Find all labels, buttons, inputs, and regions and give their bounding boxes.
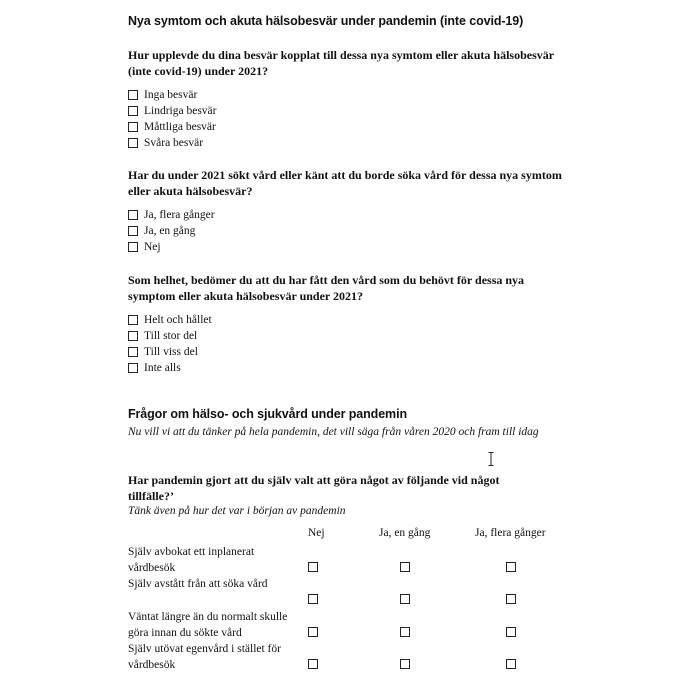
checkbox[interactable] xyxy=(128,122,138,132)
checkbox-ja-flera-ganger[interactable] xyxy=(506,627,515,636)
checkbox[interactable] xyxy=(128,331,138,341)
checkbox-nej[interactable] xyxy=(308,627,317,636)
option-svara-besvar[interactable]: Svåra besvär xyxy=(128,135,217,151)
checkbox[interactable] xyxy=(128,210,138,220)
column-header-ja-flera-ganger: Ja, flera gånger xyxy=(475,527,546,539)
checkbox-ja-en-gang[interactable] xyxy=(400,627,409,636)
checkbox-ja-en-gang[interactable] xyxy=(400,659,409,668)
column-header-nej: Nej xyxy=(308,527,325,539)
checkbox-nej[interactable] xyxy=(308,659,317,668)
option-till-stor-del[interactable]: Till stor del xyxy=(128,328,212,344)
checkbox-ja-flera-ganger[interactable] xyxy=(506,562,515,571)
option-lindriga-besvar[interactable]: Lindriga besvär xyxy=(128,103,217,119)
column-header-ja-en-gang: Ja, en gång xyxy=(379,527,431,539)
question-pandemic-choices: Har pandemin gjort att du själv valt att göra något av följande vid något tillfälle?’ xyxy=(128,473,500,503)
checkbox-nej[interactable] xyxy=(308,562,317,571)
checkbox-nej[interactable] xyxy=(308,594,317,603)
checkbox[interactable] xyxy=(128,138,138,148)
option-ja-flera-ganger[interactable]: Ja, flera gånger xyxy=(128,207,215,223)
question-experience: Hur upplevde du dina besvär kopplat till dessa nya symtom eller akuta hälsobesvär (inte covid-19) under 2021? xyxy=(128,48,554,78)
question-sought-care: Har du under 2021 sökt vård eller känt att du borde söka vård för dessa nya symtom eller akuta hälsobesvär? xyxy=(128,168,562,198)
option-nej[interactable]: Nej xyxy=(128,239,215,255)
options-sought-care xyxy=(128,207,215,255)
option-till-viss-del[interactable]: Till viss del xyxy=(128,344,212,360)
option-inte-alls[interactable]: Inte alls xyxy=(128,360,212,376)
row-label: Väntat längre än du normalt skulle göra innan du sökte vård xyxy=(128,611,288,639)
checkbox[interactable] xyxy=(128,242,138,252)
option-ja-en-gang[interactable]: Ja, en gång xyxy=(128,223,215,239)
option-inga-besvar[interactable]: Inga besvär xyxy=(128,87,217,103)
table-row xyxy=(128,609,558,641)
checkbox[interactable] xyxy=(128,226,138,236)
table-row xyxy=(128,576,558,608)
options-experience xyxy=(128,87,217,151)
section-title-new-symptoms: Nya symtom och akuta hälsobesvär under pandemin (inte covid-19) xyxy=(128,14,524,28)
checkbox[interactable] xyxy=(128,315,138,325)
question-received-care: Som helhet, bedömer du att du har fått den vård som du behövt för dessa nya symptom eller akuta hälsobesvär under 2021? xyxy=(128,273,525,303)
text-cursor-icon xyxy=(488,452,494,466)
table-row xyxy=(128,544,558,576)
checkbox-ja-flera-ganger[interactable] xyxy=(506,659,515,668)
checkbox-ja-en-gang[interactable] xyxy=(400,562,409,571)
checkbox-ja-flera-ganger[interactable] xyxy=(506,594,515,603)
question-note: Tänk även på hur det var i början av pandemin xyxy=(128,505,346,517)
checkbox[interactable] xyxy=(128,90,138,100)
row-label: Själv utövat egenvård i stället för vårdbesök xyxy=(128,643,281,671)
table-row xyxy=(128,641,558,673)
section-intro: Nu vill vi att du tänker på hela pandemin, det vill säga från våren 2020 och fram till idag xyxy=(128,426,539,438)
checkbox-ja-en-gang[interactable] xyxy=(400,594,409,603)
row-label: Själv avbokat ett inplanerat vårdbesök xyxy=(128,546,255,574)
option-helt-och-hallet[interactable]: Helt och hållet xyxy=(128,312,212,328)
row-label: Själv avstått från att söka vård xyxy=(128,578,268,590)
checkbox[interactable] xyxy=(128,363,138,373)
option-mattliga-besvar[interactable]: Måttliga besvär xyxy=(128,119,217,135)
section-title-healthcare: Frågor om hälso- och sjukvård under pandemin xyxy=(128,407,407,421)
checkbox[interactable] xyxy=(128,106,138,116)
checkbox[interactable] xyxy=(128,347,138,357)
options-received-care xyxy=(128,312,212,376)
